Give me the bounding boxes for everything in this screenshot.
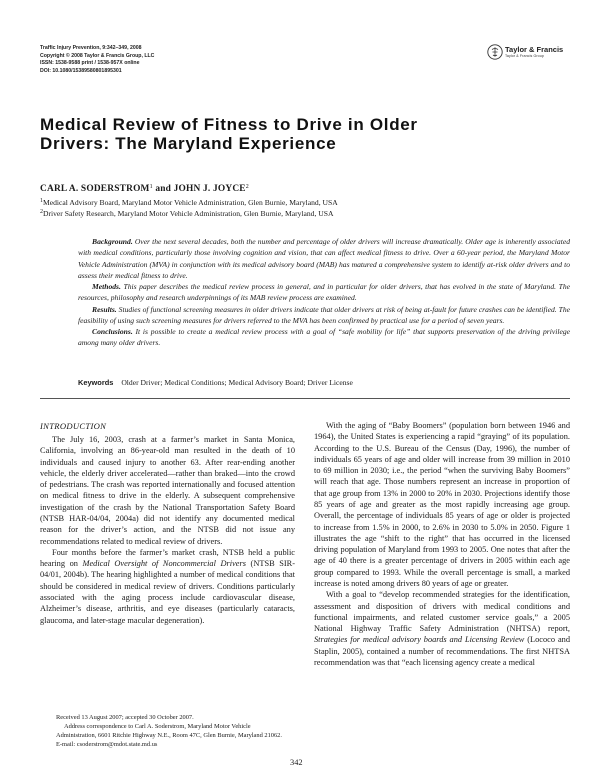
right-paragraph-2: [314, 589, 570, 668]
right-paragraph-2-part-b: (Lococo and Staplin, 2005), contained a number of recommendations. The first NHTSA recommendation was that “each licensing agency create a medical: [314, 635, 570, 667]
affiliation-1-text: Medical Advisory Board, Maryland Motor Vehicle Administration, Glen Burnie, Maryland, USA: [43, 198, 338, 207]
title-line-1: Medical Review of Fitness to Drive in Older: [40, 115, 418, 134]
abstract-background: [78, 236, 570, 281]
keywords-text: Older Driver; Medical Conditions; Medical Advisory Board; Driver License: [121, 378, 353, 387]
abstract: [78, 236, 570, 349]
title-line-2: Drivers: The Maryland Experience: [40, 134, 337, 153]
author-2: JOHN J. JOYCE: [173, 184, 246, 194]
intro-paragraph-2-part-b: (NTSB SIR-04/01, 2004b). The hearing highlighted a number of medical conditions that should be considered in medical review of drivers. Conditions particularly associated with the aging process include cardiovascular disease, Alzheimer’s disease, arthritis, and eye diseases (particularly cataracts, glaucoma, and later-stage macular degeneration).: [40, 559, 295, 625]
affiliation-1-marker: 1: [40, 198, 43, 204]
publisher-logo-icon: [487, 44, 503, 60]
keywords-label: Keywords: [78, 378, 114, 387]
received-note: Received 13 August 2007; accepted 30 October 2007.: [56, 714, 194, 721]
keywords: [78, 378, 353, 387]
affiliation-2: [40, 209, 333, 218]
page-number: 342: [290, 758, 303, 767]
intro-paragraph-2-hearing-title: Medical Oversight of Noncommercial Drivers: [82, 559, 246, 569]
intro-paragraph-2-part-a: Four months before the farmer’s market crash, NTSB held a public hearing on: [40, 547, 295, 569]
right-paragraph-1: With the aging of “Baby Boomers” (population born between 1946 and 1964), the United States is experiencing a rapid “graying” of its population. According to the U.S. Bureau of the Census (Day, 1996), the number of individuals 65 years of age and older will increase from 39 million in 2010 to 69 million in 2030; i.e., the period “when the surviving Baby Boomers” will reach that age. Those numbers represent an increase in proportion of that age group from 13% in 2000 to 20% in 2030. Projections identify those 85 years of age and greater as the most rapidly increasing age group. Overall, the percentage of individuals 85 years of age or older is projected to increase from 1.5% in 2000, to 2.6% in 2030 to 5.0% in 2050. Figure 1 illustrates the age “shift to the right” that has occurred in the licensed driving population of Maryland from 1993 to 2005. One notes that after the age of 40 there is a greater percentage of drivers in 2005 within each age group compared to 1993. While the overall percentage is small, a marked increase is noted among drivers 80 years of age or greater.: [314, 421, 570, 588]
journal-citation: [40, 45, 154, 75]
abstract-methods: [78, 281, 570, 304]
abstract-results-text: Studies of functional screening measures in older drivers indicate that older drivers at risk of being at-fault for future crashes can be identified. The feasibility of using such screening measures for drivers referred to the MVA has been confirmed by practical use for a period of seven years.: [78, 304, 570, 325]
publisher-tagline: Taylor & Francis Group: [505, 54, 544, 58]
right-paragraph-2-report-title: Strategies for medical advisory boards and Licensing Review: [314, 635, 525, 645]
intro-paragraph-1: The July 16, 2003, crash at a farmer’s market in Santa Monica, California, involving an 86-year-old man resulted in the death of 10 individuals and caused injury to another 63. After rear-ending another vehicle, the elderly driver accelerated—rather than braked—into the crowd of pedestrians. The crash was reported internationally and focused attention on medical fitness to drive in the elderly. A subsequent comprehensive investigation of the crash by the National Transportation Safety Board (NTSB HAR-04/04, 2004a) did not identify any documented medical reason for the driver’s action, and the NTSB did not issue any recommendations related to medical review of drivers.: [40, 435, 295, 546]
author-list: [40, 184, 249, 194]
abstract-conclusions: [78, 326, 570, 349]
correspondence-note: Address correspondence to Carl A. Soderstrom, Maryland Motor Vehicle Administration, 6601 Ritchie Highway N.E., Room 47C, Glen Burnie, Maryland 21062. E-mail: csoderstrom@mdot.state.md.us: [56, 722, 282, 748]
right-column: [314, 420, 570, 668]
abstract-background-text: Over the next several decades, both the number and percentage of older drivers will increase dramatically. Older age is inherently associated with medical conditions, particularly those involving cognition and vision, that can affect medical fitness to drive. Over a 60-year period, the Maryland Motor Vehicle Administration (MVA) in conjunction with its medical advisory board (MAB) has matured a comprehensive system to identify at-risk older drivers and to assess their medical fitness to drive.: [78, 237, 570, 280]
journal-line-2: Copyright © 2008 Taylor & Francis Group, LLC: [40, 52, 155, 59]
author-1: CARL A. SODERSTROM: [40, 184, 150, 194]
article-title: [40, 115, 570, 153]
article-notes: [56, 714, 286, 750]
section-heading-introduction: INTRODUCTION: [40, 421, 107, 431]
left-column: [40, 434, 295, 626]
author-conjunction: and: [152, 184, 174, 194]
affiliation-1: [40, 198, 338, 207]
affiliation-2-text: Driver Safety Research, Maryland Motor Vehicle Administration, Glen Burnie, Maryland, USA: [43, 209, 334, 218]
publisher-name: Taylor & Francis: [505, 45, 564, 54]
journal-line-3: ISSN: 1538-9588 print / 1538-957X online: [40, 60, 140, 67]
author-2-affil-marker: 2: [245, 184, 249, 190]
affiliation-2-marker: 2: [40, 209, 43, 215]
right-paragraph-2-part-a: With a goal to “develop recommended strategies for the identification, assessment and disposition of drivers with medical conditions and functional impairments, and related customer service goals,” a 2005 National Highway Traffic Safety Administration (NHTSA) report,: [314, 590, 570, 634]
abstract-conclusions-label: Conclusions.: [92, 327, 133, 336]
abstract-methods-text: This paper describes the medical review process in general, and in particular for older drivers, that has evolved in the state of Maryland. The resources, philosophy and research underpinnings of its MAB review process are examined.: [78, 282, 570, 303]
intro-paragraph-2: [40, 547, 295, 626]
abstract-results-label: Results.: [92, 304, 117, 314]
abstract-conclusions-text: It is possible to create a medical review process with a goal of “safe mobility for life” that supports preservation of the driving privilege among many older drivers.: [78, 327, 570, 348]
journal-line-4: DOI: 10.1080/15389580801895301: [40, 67, 122, 74]
divider-rule: [40, 398, 570, 399]
author-1-affil-marker: 1: [149, 184, 153, 190]
journal-line-1: Traffic Injury Prevention, 9:342–349, 2008: [40, 45, 142, 51]
abstract-methods-label: Methods.: [92, 282, 121, 291]
abstract-results: [78, 304, 570, 327]
abstract-background-label: Background.: [92, 237, 133, 246]
publisher-logo: [487, 44, 567, 64]
